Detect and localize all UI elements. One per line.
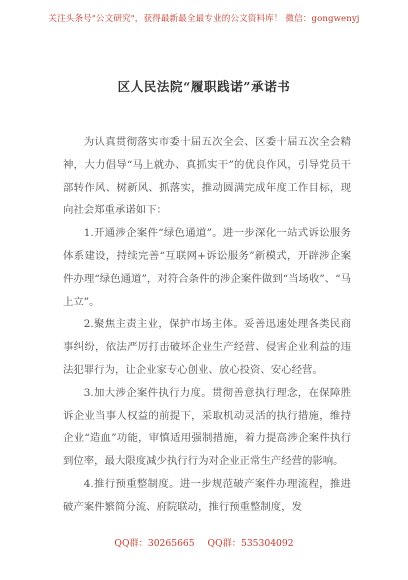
intro-paragraph: 为认真贯彻落实市委十届五次全会、区委十届五次全会精神，大力倡导“马上就办、真抓实干”的优良作风，引导党员干部转作风、树新风、抓落实，推动圆满完成年度工作目标，现向社会郑重承诺如下： [63,136,351,217]
commitment-paragraph-1: 1.开通涉企案件“绿色通道”。进一步深化一站式诉讼服务体系建设，持续完善“互联网+诉讼服务”新模式，开辟涉企案件办理“绿色通道”，对符合条件的涉企案件做到“当场收”、“马上立”。 [63,227,351,308]
qq-group-1: QQ群：30265665 [114,538,195,549]
commitment-paragraph-4: 4.推行预重整制度。进一步规范破产案件办理流程，推进破产案件繁简分流、府院联动，推行预重整制度，发 [63,477,351,513]
document-body [63,131,351,519]
commitment-paragraph-2: 2.聚焦主责主业，保护市场主体。妥善迅速处理各类民商事纠纷，依法严厉打击破坏企业生产经营、侵害企业利益的违法犯罪行为，让企业家专心创业、放心投资、安心经营。 [63,318,351,376]
footer-contact [0,535,408,549]
qq-group-2: QQ群：535304092 [207,538,294,549]
document-title: 区人民法院“履职践诺”承诺书 [117,79,291,94]
commitment-paragraph-3: 3.加大涉企案件执行力度。贯彻善意执行理念，在保障胜诉企业当事人权益的前提下，采取机动灵活的执行措施，维持企业“造血”功能，审慎适用强制措施，着力提高涉企案件执行到位率，最大限度减少执行行为对企业正常生产经营的影响。 [63,386,351,468]
promo-banner: 关注头条号"公文研究"，获得最新最全最专业的公文资料库！ 微信：gongwenyj [48,14,360,24]
